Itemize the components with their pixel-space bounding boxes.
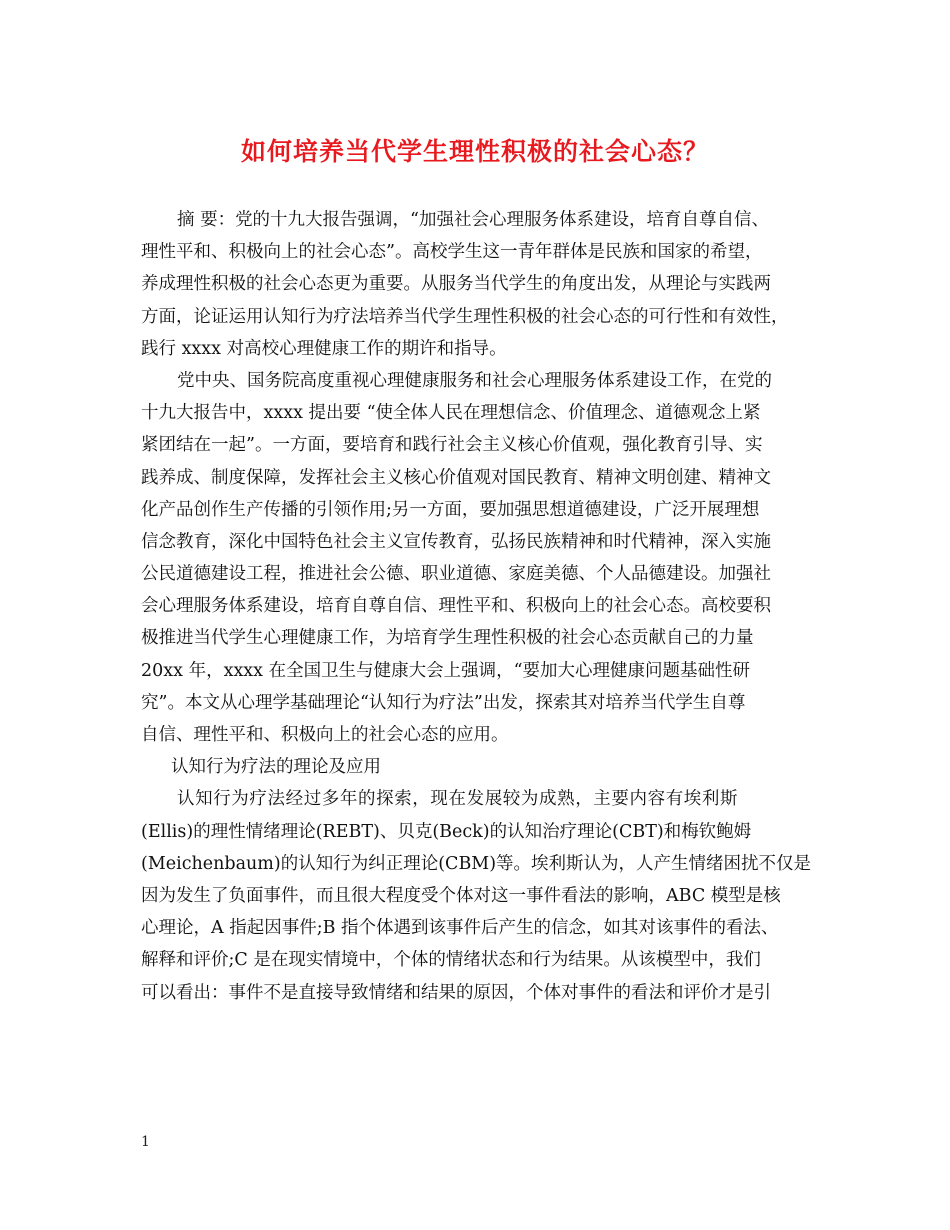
paragraph-line: 可以看出：事件不是直接导致情绪和结果的原因，个体对事件的看法和评价才是引 <box>141 982 771 1003</box>
abstract-line: 摘 要：党的十九大报告强调，“加强社会心理服务体系建设，培育自尊自信、 <box>177 210 770 230</box>
page-number: 1 <box>141 1134 150 1150</box>
paragraph-line: 践养成、制度保障，发挥社会主义核心价值观对国民教育、精神文明创建、精神文 <box>141 467 771 488</box>
paragraph-line: 解释和评价;C 是在现实情境中，个体的情绪状态和行为结果。从该模型中，我们 <box>141 950 761 971</box>
paragraph-line: 公民道德建设工程，推进社会公德、职业道德、家庭美德、个人品德建设。加强社 <box>141 564 771 585</box>
paragraph-line: 认知行为疗法经过多年的探索，现在发展较为成熟，主要内容有埃利斯 <box>177 789 739 810</box>
paragraph-line: 化产品创作生产传播的引领作用;另一方面，要加强思想道德建设，广泛开展理想 <box>141 499 760 520</box>
paragraph-line: 紧团结在一起”。一方面，要培育和践行社会主义核心价值观，强化教育引导、实 <box>141 435 763 456</box>
paragraph-line: 十九大报告中，xxxx 提出要 “使全体人民在理想信念、价值理念、道德观念上紧 <box>141 403 761 424</box>
paragraph-line: 信念教育，深化中国特色社会主义宣传教育，弘扬民族精神和时代精神，深入实施 <box>141 531 771 552</box>
paragraph-line: 自信、理性平和、积极向上的社会心态的应用。 <box>141 725 509 745</box>
abstract-line: 理性平和、积极向上的社会心态”。高校学生这一青年群体是民族和国家的希望， <box>141 242 763 263</box>
paragraph-line: 究”。本文从心理学基础理论“认知行为疗法”出发，探索其对培养当代学生自尊 <box>141 692 746 713</box>
paragraph-line: 会心理服务体系建设，培育自尊自信、理性平和、积极向上的社会心态。高校要积 <box>141 596 771 617</box>
abstract-line: 践行 xxxx 对高校心理健康工作的期许和指导。 <box>141 338 507 359</box>
document-body <box>141 204 823 1009</box>
paragraph-line: 因为发生了负面事件，而且很大程度受个体对这一事件看法的影响，ABC 模型是核 <box>141 885 781 906</box>
abstract-line: 养成理性积极的社会心态更为重要。从服务当代学生的角度出发，从理论与实践两 <box>141 274 771 295</box>
paragraph-line: (Meichenbaum)的认知行为纠正理论(CBM)等。埃利斯认为，人产生情绪困扰不仅是 <box>141 853 812 874</box>
section-heading: 认知行为疗法的理论及应用 <box>171 757 381 778</box>
abstract-line: 方面，论证运用认知行为疗法培养当代学生理性积极的社会心态的可行性和有效性， <box>141 306 789 327</box>
page-title: 如何培养当代学生理性积极的社会心态？ <box>240 137 709 166</box>
paragraph-line: 党中央、国务院高度重视心理健康服务和社会心理服务体系建设工作，在党的 <box>177 370 772 391</box>
paragraph-line: (Ellis)的理性情绪理论(REBT)、贝克(Beck)的认知治疗理论(CBT)和梅钦鲍姆 <box>141 821 752 842</box>
paragraph-line: 极推进当代学生心理健康工作，为培育学生理性积极的社会心态贡献自己的力量 <box>141 628 754 649</box>
paragraph-line: 20xx 年，xxxx 在全国卫生与健康大会上强调，“要加大心理健康问题基础性研 <box>141 660 751 681</box>
paragraph-line: 心理论，A 指起因事件;B 指个体遇到该事件后产生的信念，如其对该事件的看法、 <box>141 918 779 939</box>
